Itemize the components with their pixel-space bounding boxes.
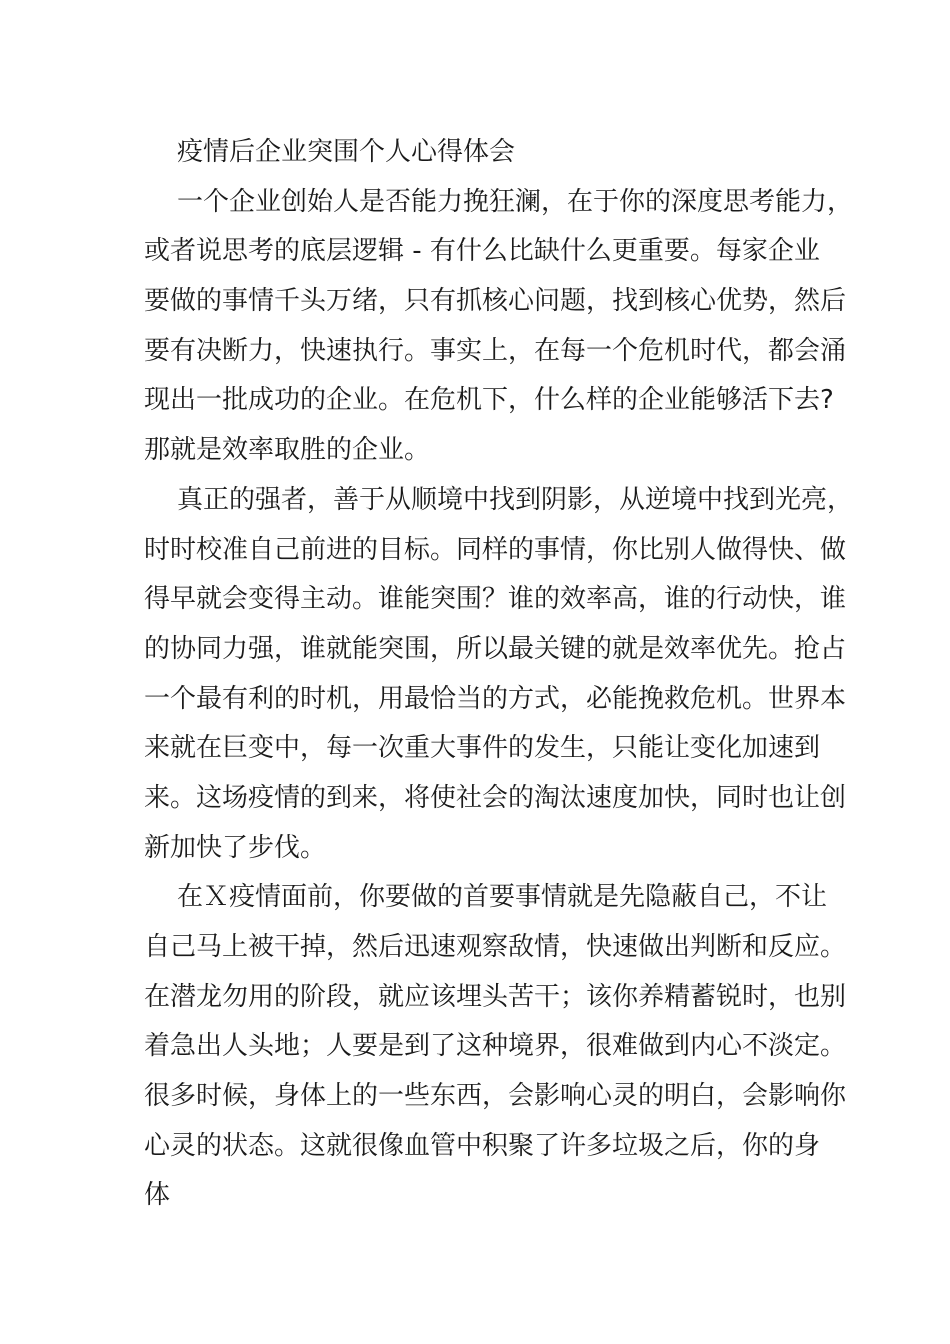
paragraph-line: 那就是效率取胜的企业。 — [144, 435, 431, 466]
paragraph-line: 现出一批成功的企业。在危机下，什么样的企业能够活下去? — [144, 385, 834, 416]
paragraph-line: 或者说思考的底层逻辑 - 有什么比缺什么更重要。每家企业 — [144, 236, 820, 267]
paragraph-line: 着急出人头地；人要是到了这种境界，很难做到内心不淡定。 — [144, 1031, 847, 1062]
paragraph-line: 心灵的状态。这就很像血管中积聚了许多垃圾之后，你的身 — [144, 1130, 821, 1161]
document-body — [144, 128, 854, 1221]
paragraph-line: 来。这场疫情的到来，将使社会的淘汰速度加快，同时也让创 — [144, 782, 847, 813]
paragraph-line: 新加快了步伐。 — [144, 832, 327, 863]
paragraph-line: 很多时候，身体上的一些东西，会影响心灵的明白，会影响你 — [144, 1081, 847, 1112]
paragraph-1 — [144, 178, 854, 476]
paragraph-2 — [144, 476, 854, 874]
paragraph-line: 得早就会变得主动。谁能突围？谁的效率高，谁的行动快，谁 — [144, 584, 847, 615]
document-title: 疫情后企业突围个人心得体会 — [177, 137, 516, 167]
paragraph-line: 一个企业创始人是否能力挽狂澜，在于你的深度思考能力， — [177, 186, 854, 217]
paragraph-line: 一个最有利的时机，用最恰当的方式，必能挽救危机。世界本 — [144, 683, 847, 714]
paragraph-line: 来就在巨变中，每一次重大事件的发生，只能让变化加速到 — [144, 733, 821, 764]
paragraph-line: 真正的强者，善于从顺境中找到阴影，从逆境中找到光亮， — [177, 484, 854, 515]
paragraph-3 — [144, 873, 847, 1221]
paragraph-line: 要做的事情千头万绪，只有抓核心问题，找到核心优势，然后 — [144, 286, 847, 317]
paragraph-line: 的协同力强，谁就能突围，所以最关键的就是效率优先。抢占 — [144, 633, 847, 664]
paragraph-line: 体 — [144, 1180, 171, 1211]
paragraph-line: 在潜龙勿用的阶段，就应该埋头苦干；该你养精蓄锐时，也别 — [144, 981, 847, 1012]
paragraph-line: 时时校准自己前进的目标。同样的事情，你比别人做得快、做 — [144, 534, 847, 565]
paragraph-line: 要有决断力，快速执行。事实上，在每一个危机时代，都会涌 — [144, 335, 847, 366]
paragraph-line: 在Ｘ疫情面前，你要做的首要事情就是先隐蔽自己，不让 — [177, 882, 828, 913]
paragraph-line: 自己马上被干掉，然后迅速观察敌情，快速做出判断和反应。 — [144, 932, 847, 962]
